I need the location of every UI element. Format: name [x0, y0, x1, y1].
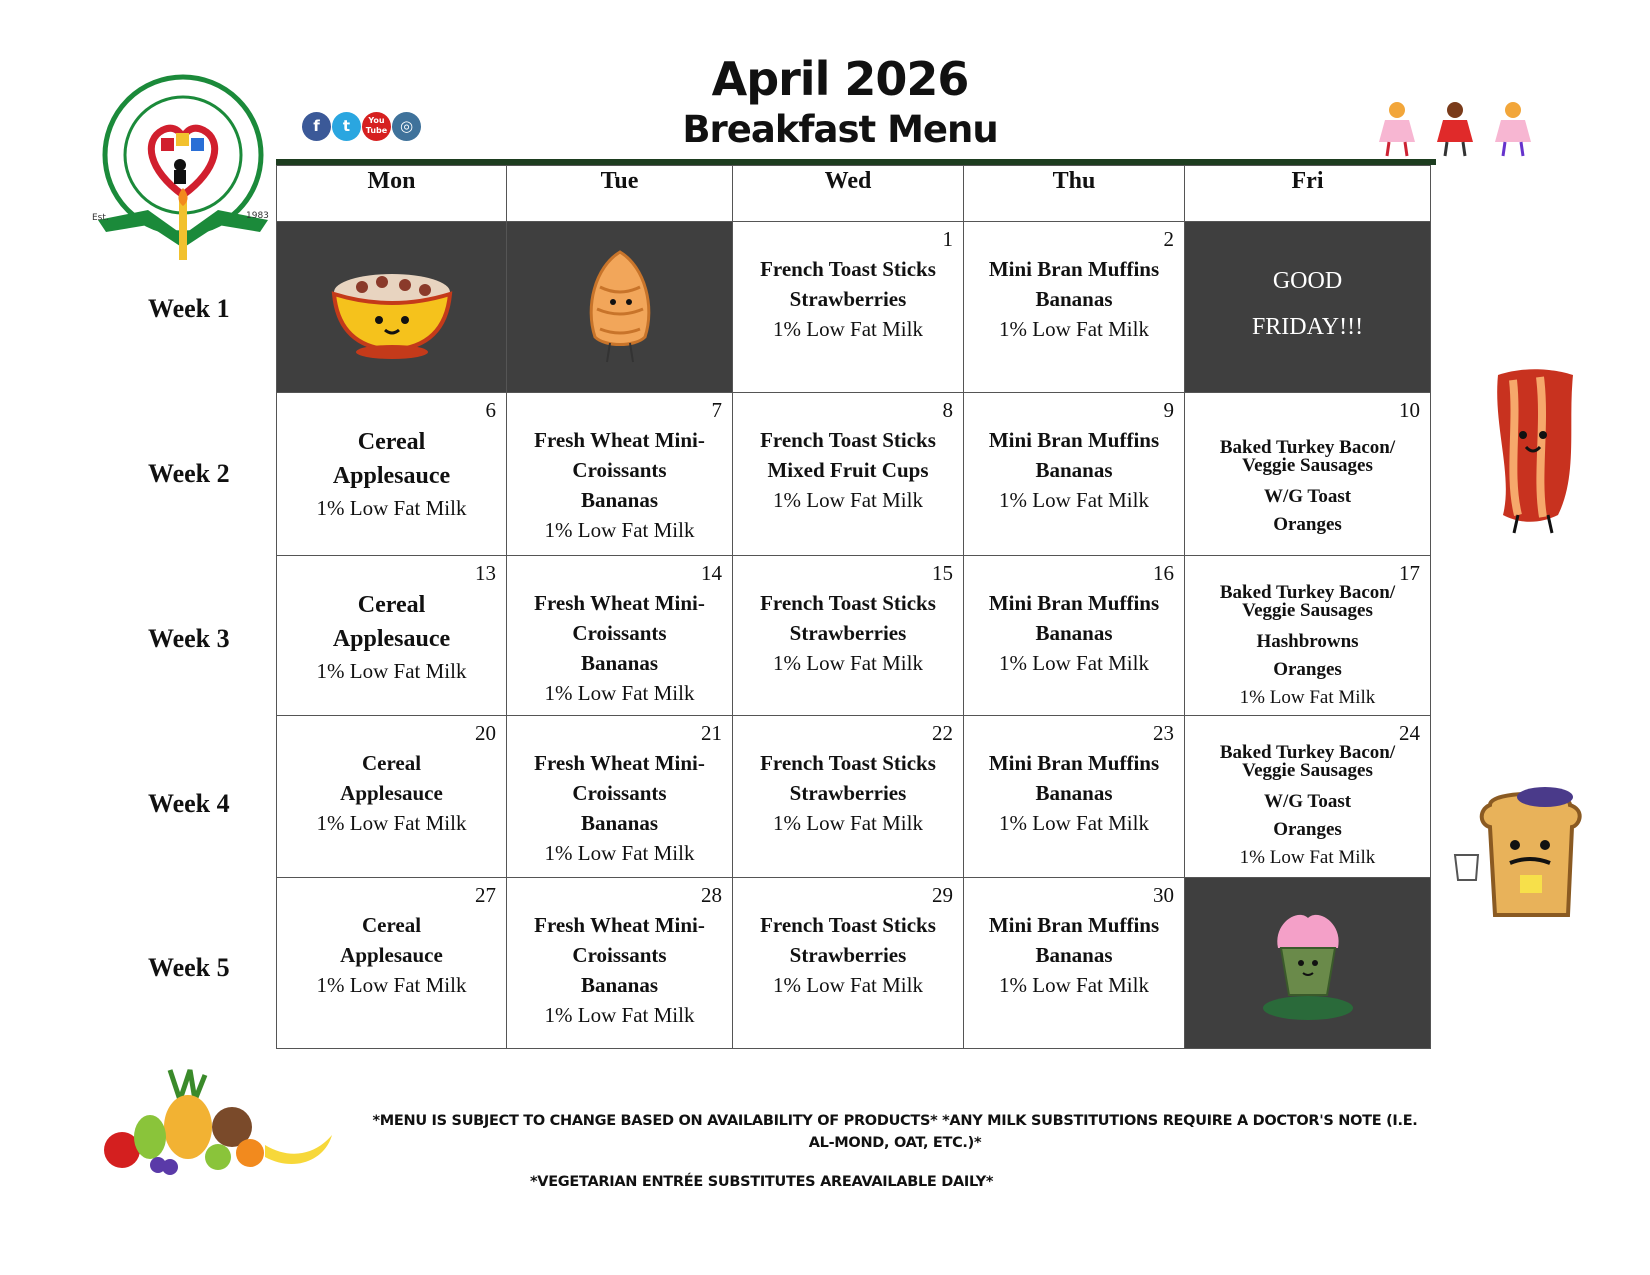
youtube-icon[interactable]: You Tube: [362, 112, 391, 141]
date-number: 14: [701, 561, 722, 585]
milk-item: 1% Low Fat Milk: [773, 651, 923, 675]
menu-item: Applesauce: [332, 626, 451, 652]
menu-item: W/G Toast: [1263, 791, 1352, 812]
day-header-row: [277, 166, 1431, 222]
date-number: 20: [475, 721, 496, 745]
menu-item: Cereal: [361, 913, 422, 937]
menu-item: Fresh Wheat Mini-: [534, 428, 705, 452]
instagram-icon[interactable]: ◎: [392, 112, 421, 141]
menu-item: Cereal: [357, 429, 426, 455]
milk-item: 1% Low Fat Milk: [999, 811, 1149, 835]
menu-item: Bananas: [1035, 458, 1113, 482]
menu-item: Fresh Wheat Mini-: [534, 591, 705, 615]
milk-item: 1% Low Fat Milk: [316, 659, 467, 683]
milk-item: 1% Low Fat Milk: [773, 973, 923, 997]
milk-item: 1% Low Fat Milk: [773, 317, 923, 341]
menu-item: Mini Bran Muffins: [988, 257, 1160, 281]
day-header-wed: Wed: [733, 166, 964, 222]
day-cell: [964, 222, 1185, 393]
day-cell: [1185, 556, 1431, 716]
day-cell: [1185, 393, 1431, 556]
day-cell: [733, 393, 964, 556]
milk-item: 1% Low Fat Milk: [544, 681, 695, 705]
menu-item: Applesauce: [332, 463, 451, 489]
date-number: 7: [711, 398, 722, 422]
week-label: Week 4: [148, 789, 230, 818]
menu-item: Veggie Sausages: [1242, 455, 1373, 476]
date-number: 17: [1399, 561, 1420, 585]
day-cell: [964, 393, 1185, 556]
week-row: [277, 556, 1431, 716]
menu-item: Strawberries: [789, 781, 907, 805]
milk-item: 1% Low Fat Milk: [544, 841, 695, 865]
page-subtitle: Breakfast Menu: [682, 108, 998, 151]
menu-item: Strawberries: [789, 943, 907, 967]
menu-item: Oranges: [1273, 659, 1342, 680]
date-number: 6: [485, 398, 496, 422]
menu-item: Bananas: [580, 651, 659, 675]
day-cell: [507, 556, 733, 716]
cereal-bowl-icon: [277, 222, 506, 392]
week-label: Week 1: [148, 294, 230, 323]
holiday-cell: [1185, 222, 1431, 393]
day-cell: [964, 716, 1185, 878]
menu-item: Cereal: [357, 592, 426, 618]
menu-item: Fresh Wheat Mini-: [534, 913, 705, 937]
bacon-clipart: [1478, 365, 1588, 540]
date-number: 29: [932, 883, 953, 907]
menu-disclaimer: *MENU IS SUBJECT TO CHANGE BASED ON AVAILABILITY OF PRODUCTS* *ANY MILK SUBSTITUTIONS REQUIRE A DOCTOR'S NOTE (I.E. AL-MOND, OAT, ETC.)*: [372, 1113, 1418, 1151]
week-label: Week 3: [148, 624, 230, 653]
date-number: 13: [475, 561, 496, 585]
menu-item: Hashbrowns: [1256, 631, 1359, 652]
milk-item: 1% Low Fat Milk: [316, 811, 467, 835]
day-cell: [964, 556, 1185, 716]
kid-icon: [1379, 102, 1415, 156]
day-cell: [1185, 716, 1431, 878]
day-cell: [964, 878, 1185, 1049]
day-cell: [277, 878, 507, 1049]
menu-item: Strawberries: [789, 287, 907, 311]
date-number: 10: [1399, 398, 1420, 422]
menu-item: Mini Bran Muffins: [988, 751, 1160, 775]
menu-item: Bananas: [580, 811, 659, 835]
menu-item: Mixed Fruit Cups: [767, 458, 929, 482]
kid-icon: [1437, 102, 1473, 156]
day-cell: [277, 716, 507, 878]
holiday-text: GOOD: [1272, 268, 1343, 294]
menu-item: Oranges: [1273, 819, 1342, 840]
menu-item: Mini Bran Muffins: [988, 591, 1160, 615]
cupcake-icon: [1185, 878, 1430, 1048]
toast-clipart: [1450, 785, 1600, 930]
week-label: Week 2: [148, 459, 230, 488]
date-number: 2: [1163, 227, 1174, 251]
menu-calendar: [276, 165, 1431, 1049]
day-header-tue: Tue: [507, 166, 733, 222]
day-cell: [733, 222, 964, 393]
milk-item: 1% Low Fat Milk: [544, 518, 695, 542]
milk-item: 1% Low Fat Milk: [1239, 847, 1376, 868]
day-cell: [733, 716, 964, 878]
menu-item: Veggie Sausages: [1242, 600, 1373, 621]
day-cell: [733, 556, 964, 716]
school-logo-icon: [88, 70, 278, 270]
week-row: [277, 878, 1431, 1049]
date-number: 24: [1399, 721, 1420, 745]
menu-item: Applesauce: [340, 781, 443, 805]
menu-item: Croissants: [572, 621, 667, 645]
dancing-kids-clipart: [1375, 100, 1535, 165]
page-title: April 2026: [711, 52, 969, 106]
holiday-text: FRIDAY!!!: [1251, 314, 1364, 340]
menu-item: French Toast Sticks: [760, 428, 936, 452]
svg-text:Est.: Est.: [92, 213, 109, 223]
day-header-mon: Mon: [277, 166, 507, 222]
menu-item: Baked Turkey Bacon/: [1219, 742, 1396, 763]
menu-item: French Toast Sticks: [760, 913, 936, 937]
week-row: [277, 222, 1431, 393]
menu-item: Baked Turkey Bacon/: [1219, 582, 1396, 603]
week-row: [277, 393, 1431, 556]
kid-icon: [1495, 102, 1531, 156]
week-label: Week 5: [148, 953, 230, 982]
day-cell: [277, 393, 507, 556]
date-number: 8: [942, 398, 953, 422]
day-header-thu: Thu: [964, 166, 1185, 222]
date-number: 28: [701, 883, 722, 907]
menu-item: Applesauce: [340, 943, 443, 967]
image-cell: [277, 222, 507, 393]
menu-item: Croissants: [572, 943, 667, 967]
milk-item: 1% Low Fat Milk: [1239, 687, 1376, 708]
social-icons: [302, 112, 421, 141]
date-number: 22: [932, 721, 953, 745]
day-cell: [733, 878, 964, 1049]
date-number: 21: [701, 721, 722, 745]
milk-item: 1% Low Fat Milk: [999, 488, 1149, 512]
menu-item: Bananas: [1035, 287, 1113, 311]
day-header-fri: Fri: [1185, 166, 1431, 222]
twitter-icon[interactable]: t: [332, 112, 361, 141]
menu-item: Cereal: [361, 751, 422, 775]
menu-item: Bananas: [580, 973, 659, 997]
fruits-clipart: [100, 1065, 340, 1180]
menu-item: Veggie Sausages: [1242, 760, 1373, 781]
milk-item: 1% Low Fat Milk: [999, 973, 1149, 997]
school-logo: [88, 70, 278, 275]
date-number: 1: [942, 227, 953, 251]
week-row: [277, 716, 1431, 878]
menu-item: Bananas: [1035, 781, 1113, 805]
menu-item: Fresh Wheat Mini-: [534, 751, 705, 775]
menu-item: Mini Bran Muffins: [988, 428, 1160, 452]
date-number: 9: [1163, 398, 1174, 422]
image-cell: [1185, 878, 1431, 1049]
date-number: 30: [1153, 883, 1174, 907]
day-cell: [507, 878, 733, 1049]
day-cell: [507, 716, 733, 878]
date-number: 23: [1153, 721, 1174, 745]
menu-item: W/G Toast: [1263, 486, 1352, 507]
menu-item: Bananas: [1035, 621, 1113, 645]
facebook-icon[interactable]: f: [302, 112, 331, 141]
menu-item: Baked Turkey Bacon/: [1219, 437, 1396, 458]
milk-item: 1% Low Fat Milk: [316, 496, 467, 520]
menu-item: Mini Bran Muffins: [988, 913, 1160, 937]
croissant-icon: [507, 222, 732, 392]
menu-item: French Toast Sticks: [760, 591, 936, 615]
svg-text:1983: 1983: [246, 211, 269, 221]
menu-item: Croissants: [572, 781, 667, 805]
date-number: 15: [932, 561, 953, 585]
date-number: 16: [1153, 561, 1174, 585]
date-number: 27: [475, 883, 496, 907]
menu-item: Strawberries: [789, 621, 907, 645]
milk-item: 1% Low Fat Milk: [999, 651, 1149, 675]
milk-item: 1% Low Fat Milk: [999, 317, 1149, 341]
menu-item: French Toast Sticks: [760, 257, 936, 281]
milk-item: 1% Low Fat Milk: [316, 973, 467, 997]
day-cell: [277, 556, 507, 716]
menu-item: Bananas: [1035, 943, 1113, 967]
menu-item: Croissants: [572, 458, 667, 482]
milk-item: 1% Low Fat Milk: [773, 488, 923, 512]
milk-item: 1% Low Fat Milk: [544, 1003, 695, 1027]
menu-item: Oranges: [1273, 514, 1342, 535]
day-cell: [507, 393, 733, 556]
menu-item: Bananas: [580, 488, 659, 512]
image-cell: [507, 222, 733, 393]
vegetarian-note: *VEGETARIAN ENTRÉE SUBSTITUTES AREAVAILABLE DAILY*: [530, 1174, 994, 1190]
menu-item: French Toast Sticks: [760, 751, 936, 775]
milk-item: 1% Low Fat Milk: [773, 811, 923, 835]
